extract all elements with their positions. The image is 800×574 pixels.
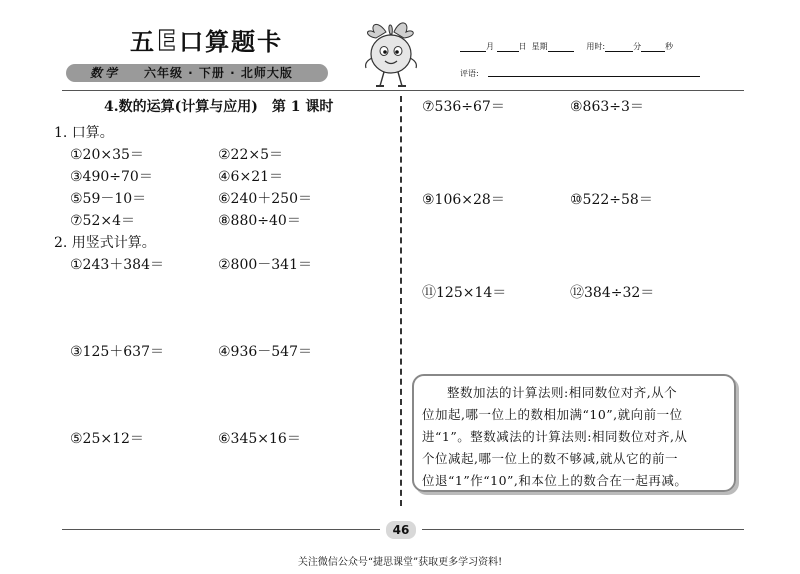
oral-problem-7: ⑦52×4＝	[70, 213, 136, 229]
subject-bar	[66, 64, 328, 82]
month-blank[interactable]	[460, 42, 486, 52]
weekday-blank[interactable]	[548, 42, 574, 52]
radish-mascot-icon	[356, 18, 426, 92]
column-problem-3: ③125＋637＝	[70, 344, 164, 360]
oral-problem-6: ⑥240＋250＝	[218, 191, 312, 207]
column-problem-12: ⑫384÷32＝	[570, 285, 655, 301]
tip-line-5: 位退“1”作“10”,和本位上的数合在一起再减。	[422, 473, 688, 488]
minutes-label: 分	[633, 42, 642, 51]
header-rule	[62, 90, 744, 91]
column-problem-2: ②800－341＝	[218, 257, 312, 273]
day-label: 日	[518, 42, 527, 51]
column-problem-9: ⑨106×28＝	[422, 192, 505, 208]
tip-line-4: 个位减起,哪一位上的数不够减,就从它的前一	[422, 451, 678, 466]
footer-note: 关注微信公众号“捷思课堂”获取更多学习资料!	[297, 557, 503, 568]
month-label: 月	[486, 42, 494, 51]
day-blank[interactable]	[497, 42, 519, 52]
section2-heading: 2. 用竖式计算。	[54, 235, 156, 251]
card-title	[130, 22, 283, 57]
oral-problem-2: ②22×5＝	[218, 147, 284, 163]
comment-label: 评语:	[460, 69, 479, 78]
date-time-fields	[460, 41, 673, 52]
column-problem-11: ⑪125×14＝	[422, 285, 507, 301]
lesson-title: 4.数的运算(计算与应用) 第 1 课时	[104, 99, 334, 115]
section1-heading: 1. 口算。	[54, 125, 114, 141]
footer-rule-left	[62, 529, 380, 530]
tip-line-3: 进“1”。整数减法的计算法则:相同数位对齐,从	[422, 429, 688, 444]
seconds-blank[interactable]	[641, 42, 665, 52]
oral-problem-4: ④6×21＝	[218, 169, 284, 185]
oral-problem-8: ⑧880÷40＝	[218, 213, 301, 229]
footer-rule-right	[422, 529, 744, 530]
page-number: 46	[392, 523, 410, 537]
column-problem-6: ⑥345×16＝	[218, 431, 301, 447]
comment-blank[interactable]	[488, 76, 700, 77]
column-problem-5: ⑤25×12＝	[70, 431, 144, 447]
oral-problem-5: ⑤59－10＝	[70, 191, 147, 207]
rule-tip-box	[412, 374, 736, 492]
column-problem-4: ④936－547＝	[218, 344, 312, 360]
title-e-logo: E	[157, 24, 179, 57]
minutes-blank[interactable]	[605, 42, 633, 52]
column-problem-10: ⑩522÷58＝	[570, 192, 653, 208]
weekday-label: 星期	[531, 42, 548, 51]
oral-problem-1: ①20×35＝	[70, 147, 144, 163]
time-label: 用时:	[586, 42, 606, 51]
seconds-label: 秒	[665, 42, 674, 51]
oral-problem-3: ③490÷70＝	[70, 169, 153, 185]
title-pre: 五	[130, 28, 156, 56]
grade-info: 六年级 · 下册 · 北师大版	[144, 66, 293, 80]
column-problem-7: ⑦536÷67＝	[422, 99, 505, 115]
title-post: 口算题卡	[179, 28, 284, 56]
column-divider	[400, 96, 402, 506]
column-problem-8: ⑧863÷3＝	[570, 99, 644, 115]
column-problem-1: ①243＋384＝	[70, 257, 164, 273]
tip-line-2: 位加起,哪一位上的数相加满“10”,就向前一位	[422, 407, 683, 422]
tip-line-1: 整数加法的计算法则:相同数位对齐,从个	[447, 385, 678, 400]
subject-label: 数学	[90, 66, 121, 80]
